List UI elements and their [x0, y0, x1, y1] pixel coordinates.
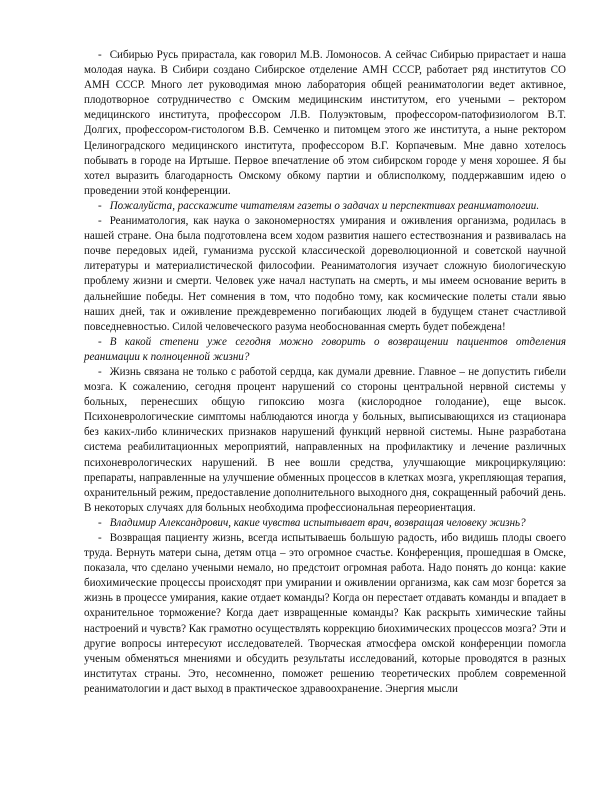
- dash-marker: -: [98, 516, 102, 529]
- paragraph-text: Жизнь связана не только с работой сердца, как думали древние. Главное – не допустить гибели мозга. К сожалению, сегодня процент нарушений со стороны центральной нервной системы у больных, перенесших общую гипоксию мозга (кислородное голодание), еще высок. Психоневрологические симптомы наблюдаются иногда у больных, выписывающихся из стационара без каких-либо клинических признаков нарушений функций нервной системы. Ныне разработана система реабилитационных мероприятий, направленных на профилактику и лечение различных психоневрологических нарушений. В нее вошли средства, улучшающие микроциркуляцию: препараты, направленные на улучшение обменных процессов в клетках мозга, укрепляющая терапия, охранительный режим, предоставление дополнительного выходного дня, сокращенный рабочий день. В некоторых случаях для больных необходима профессиональная переориентация.: [84, 365, 566, 514]
- paragraph-text: Возвращая пациенту жизнь, всегда испытываешь большую радость, ибо видишь плоды своего труда. Вернуть матери сына, детям отца – это огромное счастье. Конференция, прошедшая в Омске, показала, что сделано учеными немало, но предстоит огромная работа. Надо понять до конца: какие биохимические процессы происходят при умирании и оживлении организма, как сам мозг борется за жизнь в процессе умирания, какие отдает команды? Когда он перестает отдавать команды и впадает в охранительное торможение? Когда дает извращенные команды? Как раскрыть химические тайны настроений и чувств? Как грамотно осуществлять коррекцию биохимических процессов мозга? Эти и другие вопросы интересуют исследователей. Творческая атмосфера омской конференции помогла ученым обменяться мнениями и обсудить результаты исследований, которые проводятся в разных институтах страны. Это, несомненно, поможет решению теоретических проблем современной реаниматологии и даст выход в практическое здравоохранение. Энергия мысли: [84, 532, 567, 695]
- document-page: [84, 48, 566, 697]
- dash-marker: -: [98, 215, 102, 228]
- interview-answer-2: [84, 214, 566, 335]
- dash-marker: -: [98, 199, 102, 212]
- interview-answer-4: [84, 531, 566, 697]
- paragraph-text: В какой степени уже сегодня можно говорить о возвращении пациентов отделения реанимации к полноценной жизни?: [84, 335, 566, 363]
- interview-question-3: [84, 516, 566, 531]
- paragraph-text: Пожалуйста, расскажите читателям газеты о задачах и перспективах реаниматологии.: [109, 199, 540, 212]
- dash-marker: -: [98, 365, 102, 378]
- paragraph-text: Реаниматология, как наука о закономерностях умирания и оживления организма, родилась в нашей стране. Она была подготовлена всем ходом развития нашего естествознания и развивалась на почве передовых идей, гуманизма русской классической дореволюционной и советской научной литературы и материалистической философии. Реаниматология изучает сложную биологическую проблему жизни и смерти. Человек уже начал наступать на смерть, и мы имеем основание верить в дальнейшие победы. Нет сомнения в том, что подобно тому, как космические полеты стали явью наших дней, так и оживление преждевременно погибающих людей в будущем станет счастливой повседневностью. Силой человеческого разума необоснованная смерть будет побеждена!: [84, 215, 566, 333]
- interview-answer-3: [84, 365, 566, 516]
- interview-question-2: [84, 335, 566, 365]
- interview-answer-1: [84, 48, 566, 199]
- dash-marker: -: [98, 335, 102, 348]
- dash-marker: -: [98, 532, 102, 544]
- paragraph-text: Владимир Александрович, какие чувства испытывает врач, возвращая человеку жизнь?: [109, 516, 526, 529]
- interview-question-1: [84, 199, 566, 214]
- paragraph-text: Сибирью Русь прирастала, как говорил М.В. Ломоносов. А сейчас Сибирью прирастает и наша молодая наука. В Сибири создано Сибирское отделение АМН СССР, работает ряд институтов СО АМН СССР. Много лет руководимая мною лаборатория общей реаниматологии ведет активное, плодотворное сотрудничество с Омским медицинским институтом, его учеными – ректором медицинского института, профессором Л.В. Полуэктовым, профессором-патофизиологом В.Т. Долгих, профессором-гистологом В.В. Семченко и питомцем этого же института, а ныне ректором Целиноградского медицинского института, профессором В.Г. Корпачевым. Мне давно хотелось побывать в городе на Иртыше. Первое впечатление об этом сибирском городе у меня хорошее. Я бы хотел выразить благодарность Омскому обкому партии и облисполкому, поддержавшим идею о проведении этой конференции.: [84, 49, 566, 197]
- dash-marker: -: [98, 49, 102, 61]
